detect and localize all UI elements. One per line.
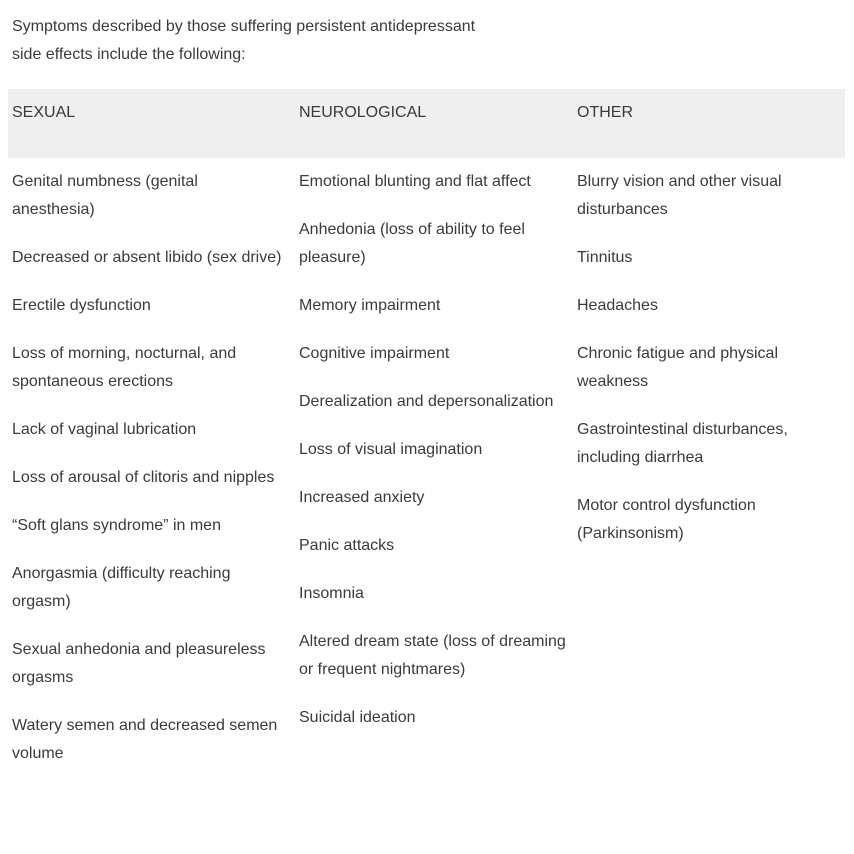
table-header-row: [8, 89, 845, 158]
intro-paragraph: [12, 13, 532, 69]
list-item: Increased anxiety: [299, 489, 425, 506]
list-item: Cognitive impairment: [299, 345, 450, 362]
other-symptoms-list: [577, 168, 837, 568]
list-item: Chronic fatigue and physical weakness: [577, 345, 779, 390]
sexual-symptoms-list: [12, 168, 284, 788]
list-item: Tinnitus: [577, 249, 633, 266]
list-item: Sexual anhedonia and pleasureless orgasms: [12, 641, 266, 686]
list-item: Panic attacks: [299, 537, 395, 554]
list-item: Erectile dysfunction: [12, 297, 151, 314]
list-item: Insomnia: [299, 585, 364, 602]
list-item: Loss of visual imagination: [299, 441, 483, 458]
intro-line-2: side effects include the following:: [12, 46, 246, 63]
list-item: Anorgasmia (difficulty reaching orgasm): [12, 565, 231, 610]
list-item: Altered dream state (loss of dreaming or frequent nightmares): [299, 633, 566, 678]
column-header-sexual: SEXUAL: [12, 104, 76, 121]
list-item: Headaches: [577, 297, 658, 314]
list-item: Gastrointestinal disturbances, including diarrhea: [577, 421, 788, 466]
list-item: Motor control dysfunction (Parkinsonism): [577, 497, 756, 542]
list-item: Decreased or absent libido (sex drive): [12, 249, 282, 266]
list-item: Emotional blunting and flat affect: [299, 173, 531, 190]
list-item: Loss of morning, nocturnal, and spontaneous erections: [12, 345, 237, 390]
list-item: Genital numbness (genital anesthesia): [12, 173, 198, 218]
list-item: Blurry vision and other visual disturbances: [577, 173, 782, 218]
list-item: Memory impairment: [299, 297, 441, 314]
column-header-other: OTHER: [577, 104, 633, 121]
intro-line-1: Symptoms described by those suffering persistent antidepressant: [12, 18, 476, 35]
column-header-neurological: NEUROLOGICAL: [299, 104, 427, 121]
list-item: Suicidal ideation: [299, 709, 416, 726]
list-item: Lack of vaginal lubrication: [12, 421, 197, 438]
neurological-symptoms-list: [299, 168, 567, 752]
list-item: Anhedonia (loss of ability to feel pleasure): [299, 221, 525, 266]
list-item: Watery semen and decreased semen volume: [12, 717, 278, 762]
list-item: “Soft glans syndrome” in men: [12, 517, 221, 534]
list-item: Derealization and depersonalization: [299, 393, 554, 410]
list-item: Loss of arousal of clitoris and nipples: [12, 469, 275, 486]
